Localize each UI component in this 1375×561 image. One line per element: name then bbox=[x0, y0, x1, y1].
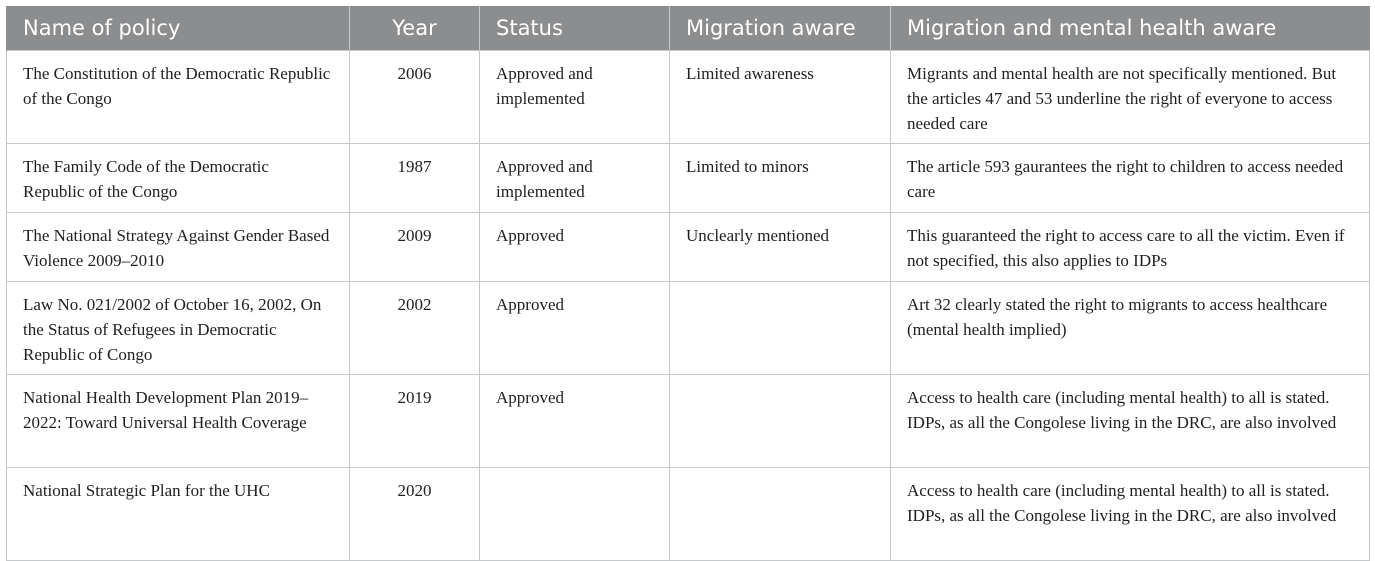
policy-table bbox=[6, 6, 1370, 561]
cell-migration-aware bbox=[670, 375, 891, 468]
cell-year: 1987 bbox=[350, 144, 480, 213]
cell-status: Approved bbox=[480, 282, 670, 375]
cell-migration-mental-health-aware: The article 593 gaurantees the right to children to access needed care bbox=[891, 144, 1370, 213]
cell-status: Approved bbox=[480, 213, 670, 282]
cell-status: Approved and implemented bbox=[480, 51, 670, 144]
cell-migration-mental-health-aware: Access to health care (including mental health) to all is stated. IDPs, as all the Congolese living in the DRC, are also involved bbox=[891, 375, 1370, 468]
table-row bbox=[7, 51, 1370, 144]
cell-year: 2009 bbox=[350, 213, 480, 282]
table-row bbox=[7, 468, 1370, 561]
cell-policy-name: The National Strategy Against Gender Based Violence 2009–2010 bbox=[7, 213, 350, 282]
header-migration-mental-health-aware: Migration and mental health aware bbox=[891, 6, 1370, 51]
cell-migration-mental-health-aware: This guaranteed the right to access care to all the victim. Even if not specified, this also applies to IDPs bbox=[891, 213, 1370, 282]
cell-migration-aware bbox=[670, 282, 891, 375]
header-status: Status bbox=[480, 6, 670, 51]
cell-migration-aware: Limited awareness bbox=[670, 51, 891, 144]
cell-migration-aware bbox=[670, 468, 891, 561]
cell-migration-aware: Limited to minors bbox=[670, 144, 891, 213]
cell-year: 2006 bbox=[350, 51, 480, 144]
cell-migration-mental-health-aware: Art 32 clearly stated the right to migrants to access healthcare (mental health implied) bbox=[891, 282, 1370, 375]
header-year: Year bbox=[350, 6, 480, 51]
cell-policy-name: Law No. 021/2002 of October 16, 2002, On the Status of Refugees in Democratic Republic of Congo bbox=[7, 282, 350, 375]
cell-status bbox=[480, 468, 670, 561]
cell-policy-name: National Health Development Plan 2019–2022: Toward Universal Health Coverage bbox=[7, 375, 350, 468]
cell-policy-name: The Constitution of the Democratic Republic of the Congo bbox=[7, 51, 350, 144]
cell-migration-mental-health-aware: Access to health care (including mental health) to all is stated. IDPs, as all the Congolese living in the DRC, are also involved bbox=[891, 468, 1370, 561]
cell-migration-aware: Unclearly mentioned bbox=[670, 213, 891, 282]
table-row bbox=[7, 375, 1370, 468]
table-row bbox=[7, 144, 1370, 213]
header-row bbox=[7, 6, 1370, 51]
table-row bbox=[7, 282, 1370, 375]
cell-year: 2020 bbox=[350, 468, 480, 561]
cell-policy-name: The Family Code of the Democratic Republic of the Congo bbox=[7, 144, 350, 213]
cell-status: Approved and implemented bbox=[480, 144, 670, 213]
cell-year: 2002 bbox=[350, 282, 480, 375]
cell-status: Approved bbox=[480, 375, 670, 468]
header-migration-aware: Migration aware bbox=[670, 6, 891, 51]
table-row bbox=[7, 213, 1370, 282]
cell-year: 2019 bbox=[350, 375, 480, 468]
cell-policy-name: National Strategic Plan for the UHC bbox=[7, 468, 350, 561]
cell-migration-mental-health-aware: Migrants and mental health are not specifically mentioned. But the articles 47 and 53 underline the right of everyone to access needed care bbox=[891, 51, 1370, 144]
header-name-of-policy: Name of policy bbox=[7, 6, 350, 51]
